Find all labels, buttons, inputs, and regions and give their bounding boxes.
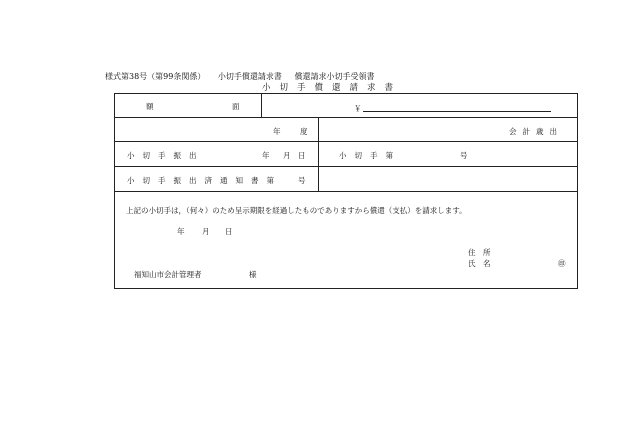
row-divider-1	[115, 117, 577, 118]
date-year: 年	[177, 227, 185, 236]
fiscal-year-label: 年 度	[273, 127, 314, 136]
name-label: 氏 名	[468, 259, 491, 268]
notice-suffix: 号	[298, 176, 306, 185]
statement-text: 上記の小切手は，（何々）のため呈示期限を経過したものでありますから償還（支払）を請求します。	[126, 206, 467, 215]
date-month: 月	[202, 227, 210, 236]
addressee: 福知山市会計管理者	[134, 270, 202, 279]
row-divider-3	[115, 166, 577, 167]
accounts-label: 会計歳出	[509, 127, 563, 136]
column-divider	[318, 117, 319, 191]
issue-label: 小切手振出	[127, 151, 205, 160]
yen-symbol: ￥	[354, 104, 362, 113]
form-table	[114, 93, 578, 289]
form-name-2: 償還請求小切手受領書	[294, 72, 375, 81]
check-no-label: 小切手第	[339, 151, 401, 160]
form-name-1: 小切手償還請求書	[217, 72, 282, 81]
issue-day: 日	[298, 151, 306, 160]
amount-label-2: 面	[232, 102, 240, 111]
notice-label: 小切手振出済通知書第	[127, 176, 282, 185]
address-label: 住 所	[468, 248, 491, 257]
honorific: 様	[249, 270, 257, 279]
amount-cell-divider	[261, 94, 262, 117]
seal-icon: ㊞	[558, 259, 566, 268]
amount-label: 額	[146, 102, 154, 111]
check-no-suffix: 号	[460, 151, 468, 160]
row-divider-2	[115, 141, 577, 142]
amount-entry-line	[363, 111, 551, 112]
form-number: 様式第38号（第99条関係）	[105, 72, 206, 81]
issue-month: 月	[283, 151, 291, 160]
form-title: 小切手償還請求書	[262, 83, 403, 93]
issue-year: 年	[262, 151, 270, 160]
row-divider-4	[115, 191, 577, 192]
date-day: 日	[225, 227, 233, 236]
